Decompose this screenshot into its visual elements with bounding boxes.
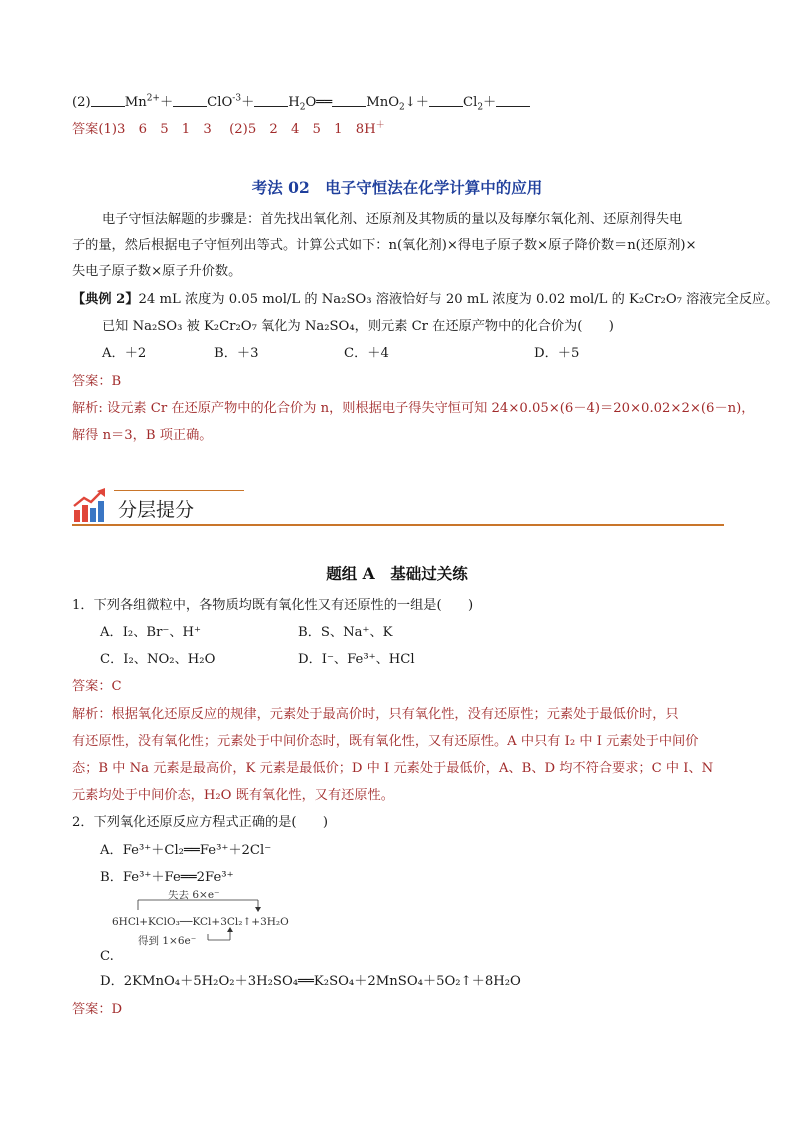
example-explanation-line: 解析: 设元素 Cr 在还原产物中的化合价为 n，则根据电子得失守恒可知 24×0.05×(6－4)＝20×0.02×2×(6－n)， xyxy=(72,401,755,416)
example-tag: 【典例 2】 xyxy=(72,292,139,307)
example-explanation-line: 解得 n＝3，B 项正确。 xyxy=(72,428,213,443)
question-2-stem: 2．下列氧化还原反应方程式正确的是( ) xyxy=(72,815,329,830)
banner-underline xyxy=(72,524,724,526)
fill-in-equation-2: (2) $Mn^{2+}+ ClO^{-3}+$ $H_2O══$ MnO$_2$↓＋ $Cl_2+$ xyxy=(72,94,530,112)
option-a[interactable]: A．＋2 xyxy=(102,346,147,361)
option-c[interactable]: C．＋4 xyxy=(344,346,389,361)
q2-answer: 答案：D xyxy=(72,1002,123,1017)
q1-option-c[interactable]: C．I₂、NO₂、H₂O xyxy=(100,652,216,667)
q2-option-b[interactable]: B．Fe³⁺＋Fe══2Fe³⁺ xyxy=(100,870,234,885)
example-2-line-1: 【典例 2】24 mL 浓度为 0.05 mol/L 的 Na₂SO₃ 溶液恰好与 20 mL 浓度为 0.02 mol/L 的 K₂Cr₂O₇ 溶液完全反应。 xyxy=(72,292,779,307)
q1-answer: 答案：C xyxy=(72,679,122,694)
blank-field[interactable] xyxy=(332,94,366,107)
method-paragraph-line: 失电子原子数×原子升价数。 xyxy=(72,264,242,279)
section-heading-method-02: 考法 02 电子守恒法在化学计算中的应用 xyxy=(251,178,543,197)
diagram-equation: 6HCl+KClO₃──KCl+3Cl₂↑+3H₂O xyxy=(112,916,289,928)
method-paragraph-line: 电子守恒法解题的步骤是：首先找出氧化剂、还原剂及其物质的量以及每摩尔氧化剂、还原剂得失电 xyxy=(102,212,683,227)
banner-title: 分层提分 xyxy=(118,499,195,521)
q2-option-d[interactable]: D．2KMnO₄＋5H₂O₂＋3H₂SO₄══K₂SO₄＋2MnSO₄＋5O₂↑＋8H₂O xyxy=(100,974,521,989)
q2-option-a[interactable]: A．Fe³⁺＋Cl₂══Fe³⁺＋2Cl⁻ xyxy=(100,843,272,858)
question-1-stem: 1．下列各组微粒中，各物质均既有氧化性又有还原性的一组是( ) xyxy=(72,598,474,613)
q1-explanation-line: 态；B 中 Na 元素是最高价，K 元素是最低价；D 中 I 元素处于最低价，A、B、D 均不符合要求；C 中 I、N xyxy=(72,761,714,776)
banner-top-rule xyxy=(114,490,244,491)
q1-option-a[interactable]: A．I₂、Br⁻、H⁺ xyxy=(100,625,201,640)
example-2-line-2: 已知 Na₂SO₃ 被 K₂Cr₂O₇ 氧化为 Na₂SO₄，则元素 Cr 在还原产物中的化合价为( ) xyxy=(102,319,614,334)
blank-field[interactable] xyxy=(173,94,207,107)
option-b[interactable]: B．＋3 xyxy=(214,346,259,361)
electron-transfer-diagram xyxy=(110,890,350,946)
q1-explanation-line: 解析：根据氧化还原反应的规律，元素处于最高价时，只有氧化性，没有还原性；元素处于最低价时，只 xyxy=(72,707,679,722)
option-d[interactable]: D．＋5 xyxy=(534,346,580,361)
q1-explanation-line: 有还原性，没有氧化性；元素处于中间价态时，既有氧化性，又有还原性。A 中只有 I₂ 中 I 元素处于中间价 xyxy=(72,734,699,749)
blank-field[interactable] xyxy=(254,94,288,107)
diagram-lose-label: 失去 6×e⁻ xyxy=(168,890,220,901)
equation-number: (2) xyxy=(72,95,91,110)
blank-field[interactable] xyxy=(429,94,463,107)
section-banner xyxy=(72,486,724,526)
group-a-heading: 题组 A 基础过关练 xyxy=(326,564,468,583)
blank-field[interactable] xyxy=(91,94,125,107)
bar-chart-growth-icon xyxy=(72,488,110,524)
method-paragraph-line: 子的量，然后根据电子守恒列出等式。计算公式如下：n(氧化剂)×得电子原子数×原子降价数＝n(还原剂)× xyxy=(72,238,697,253)
q1-explanation-line: 元素均处于中间价态，H₂O 既有氧化性，又有还原性。 xyxy=(72,788,394,803)
q1-option-d[interactable]: D．I⁻、Fe³⁺、HCl xyxy=(298,652,415,667)
blank-field[interactable] xyxy=(496,94,530,107)
diagram-gain-label: 得到 1×6e⁻ xyxy=(138,935,197,946)
q2-option-c[interactable]: C. xyxy=(100,949,114,964)
q1-option-b[interactable]: B．S、Na⁺、K xyxy=(298,625,393,640)
example-answer: 答案：B xyxy=(72,374,122,389)
answer-equations: 答案(1)3 6 5 1 3 (2)5 2 4 5 1 8H＋ xyxy=(72,120,385,137)
